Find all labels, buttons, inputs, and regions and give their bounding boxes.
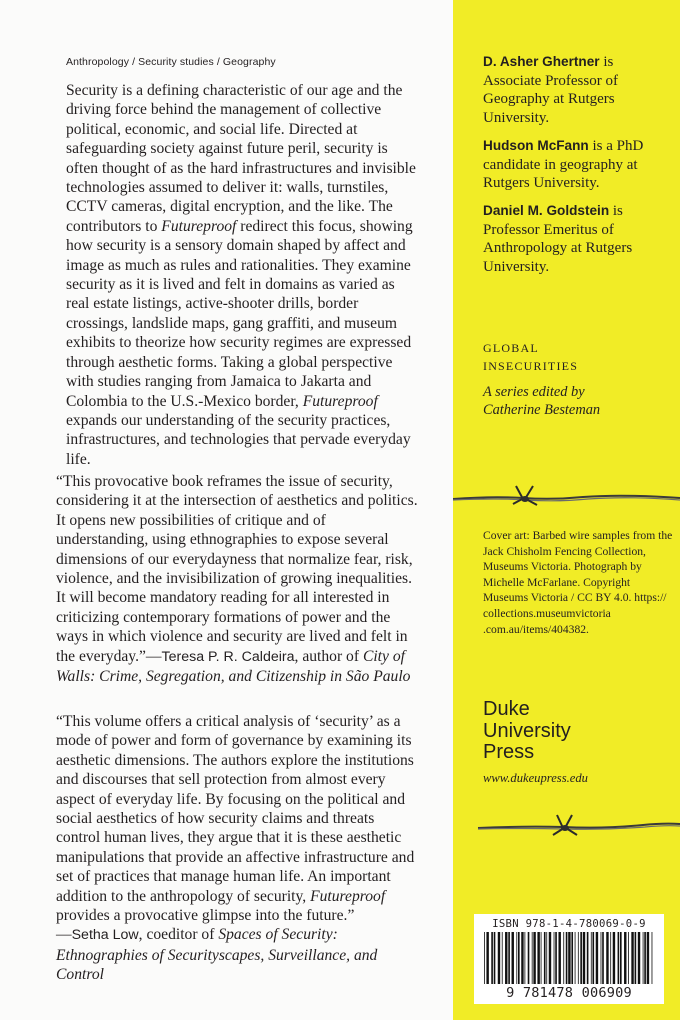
- endorser-name: Teresa P. R. Caldeira: [161, 648, 295, 665]
- barcode-bar: [568, 932, 570, 984]
- isbn-label: ISBN 978-1-4-780069-0-9: [492, 918, 646, 930]
- barcode-bar: [652, 932, 653, 984]
- barcode-bar: [591, 932, 592, 984]
- barcode-number: 9 781478 006909: [506, 985, 632, 1001]
- endorser-book: City of Walls: Crime, Segregation, and Citizenship in São Paulo: [56, 647, 411, 686]
- author-bio: Daniel M. Goldstein is Professor Emeritus of Anthropology at Rutgers University.: [483, 203, 633, 275]
- barcode-bar: [638, 932, 640, 984]
- barcode-bar: [555, 932, 557, 984]
- barcode-bar: [610, 932, 611, 984]
- endorsement-quote: “This provocative book reframes the issue of security, considering it at the intersection of aesthetics and politics. It opens new possibilities of critique and of understanding, using ethnographies to expose several dimensions of our everydayness that normalize fear, risk, violence, and the invisibilization of growing inequalities. It will become mandatory reading for all interested in criticizing contemporary formations of power and the ways in which violence and security are lived and felt in the everyday.”—Teresa P. R. Caldeira, author of City of Walls: Crime, Segregation, and Citizenship in São Paulo: [56, 473, 418, 686]
- barcode-bar: [578, 932, 579, 984]
- barcode-bar: [512, 932, 514, 984]
- cover-art-credit: Cover art: Barbed wire samples from the Jack Chisholm Fencing Collection, Museums Victoria. Photograph by Michelle McFarlane. Copyright Museums Victoria / CC BY 4.0. https:// collections.museumvictoria .com.au/items/404382.: [483, 529, 673, 636]
- barcode-bar: [541, 932, 542, 984]
- barcode-bar: [558, 932, 560, 984]
- barcode-bar: [596, 932, 598, 984]
- barcode-bar: [546, 932, 547, 984]
- series-name: GLOBAL INSECURITIES: [483, 341, 579, 373]
- barbed-wire-image: [453, 808, 680, 838]
- book-title: Futureproof: [161, 217, 237, 235]
- barcode-bar: [537, 932, 539, 984]
- barcode-bar: [601, 932, 602, 984]
- barcode-bar: [528, 932, 530, 984]
- barbed-wire-image: [453, 478, 680, 508]
- barcode-bar: [533, 932, 535, 984]
- barcode-bar: [618, 932, 620, 984]
- barcode-bar: [624, 932, 626, 984]
- barcode-bar: [498, 932, 500, 984]
- barcode-bar: [647, 932, 649, 984]
- barcode-bar: [518, 932, 520, 984]
- book-title: Futureproof: [302, 392, 378, 410]
- book-description: Security is a defining characteristic of our age and the driving force behind the management of collective political, economic, and social life. Directed at safeguarding society against future peril, security is often thought of as the hard infrastructures and invisible technologies assumed to deliver it: walls, turnstiles, CCTV cameras, digital encryption, and the like. The contributors to Futureproof redirect this focus, showing how security is a sensory domain shaped by affect and image as much as rules and rationalities. They examine security as it is lived and felt in domains as varied as real estate listings, active-shooter drills, border crossings, landslide maps, gang graffiti, and museum exhibits to theorize how security regimes are expressed through aesthetic forms. Taking a global perspective with studies ranging from Jamaica to Jakarta and Colombia to the U.S.-Mexico border, Futureproof expands our understanding of the security practices, infrastructures, and technologies that pervade everyday life.: [66, 82, 416, 468]
- barcode-bar: [631, 932, 633, 984]
- endorsement-quote: “This volume offers a critical analysis of ‘security’ as a mode of power and form of governance by examining its aesthetic dimensions. The authors explore the institutions and discourses that sell protection from almost every aspect of everyday life. By focusing on the political and social aesthetics of how security claims and threats control human lives, they argue that it is these aesthetic manipulations that provide an affective infrastructure and set of practices that manage human life. An important addition to the anthropology of security, Futureproof provides a provocative glimpse into the future.” —Setha Low, coeditor of Spaces of Security: Ethnographies of Securityscapes, Surveillance, and Control: [56, 713, 415, 984]
- barcode-bar: [606, 932, 608, 984]
- author-name: Hudson McFann: [483, 138, 589, 153]
- barcode-bar: [502, 932, 503, 984]
- barcode-bar: [628, 932, 629, 984]
- barcode-bar: [583, 932, 585, 984]
- barcode-bar: [505, 932, 507, 984]
- barcode-bar: [544, 932, 546, 984]
- barcode-bar: [491, 932, 493, 984]
- publisher-logo: Duke University Press: [483, 698, 571, 763]
- subject-category: Anthropology / Security studies / Geography: [66, 56, 276, 68]
- barcode-bar: [620, 932, 622, 984]
- barcode-bar: [575, 932, 576, 984]
- barcode-bar: [532, 932, 533, 984]
- barcode-bar: [571, 932, 573, 984]
- barcode-bar: [592, 932, 594, 984]
- barcode-bar: [486, 932, 488, 984]
- barcode-bar: [524, 932, 525, 984]
- series-editor: A series edited by Catherine Besteman: [483, 384, 601, 419]
- author-bio: Hudson McFann is a PhD candidate in geography at Rutgers University.: [483, 138, 644, 192]
- barcode-bar: [563, 932, 564, 984]
- isbn-barcode: [474, 914, 664, 1004]
- barcode-bar: [549, 932, 551, 984]
- endorser-name: Setha Low: [71, 927, 139, 944]
- barcode-bar: [613, 932, 615, 984]
- barcode-bar: [580, 932, 582, 984]
- publisher-url: www.dukeupress.edu: [483, 771, 588, 785]
- barcode-bar: [484, 932, 485, 984]
- endorser-book: Spaces of Security: Ethnographies of Securityscapes, Surveillance, and Control: [56, 926, 378, 984]
- series-info: [483, 339, 673, 420]
- barcode-bar: [494, 932, 496, 984]
- barcode-image: [482, 932, 656, 984]
- barcode-bar: [508, 932, 510, 984]
- barcode-bar: [566, 932, 568, 984]
- barcode-bar: [587, 932, 589, 984]
- book-title: Futureproof: [310, 887, 386, 905]
- author-name: Daniel M. Goldstein: [483, 203, 610, 218]
- author-name: D. Asher Ghertner: [483, 54, 600, 69]
- barcode-bar: [521, 932, 523, 984]
- barcode-bar: [644, 932, 646, 984]
- author-bio: D. Asher Ghertner is Associate Professor of Geography at Rutgers University.: [483, 54, 618, 126]
- barcode-bar: [554, 932, 555, 984]
- barcode-bar: [635, 932, 637, 984]
- barcode-bar: [602, 932, 604, 984]
- barcode-bar: [516, 932, 517, 984]
- barcode-bar: [643, 932, 644, 984]
